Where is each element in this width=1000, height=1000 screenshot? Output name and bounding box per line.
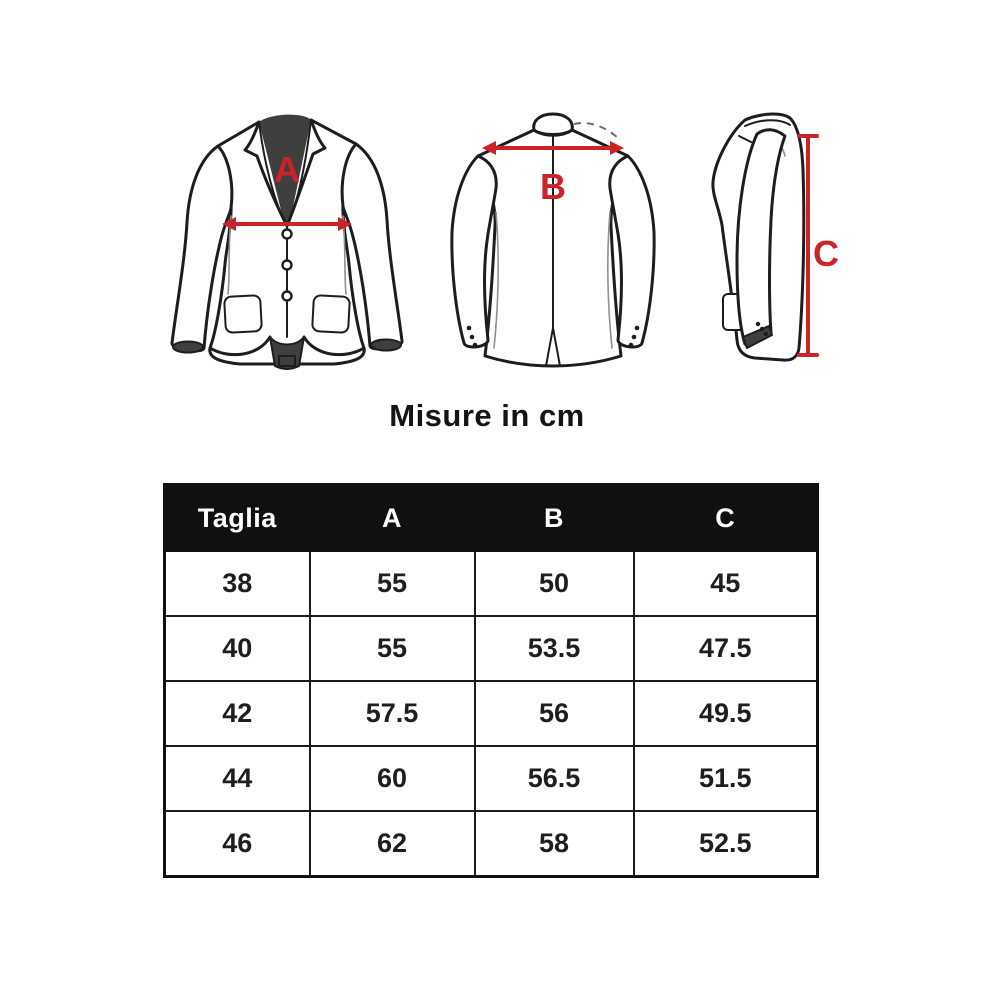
side-cuff-button (760, 327, 764, 331)
front-view-illustration (158, 100, 418, 395)
cell-measure-c: 49.5 (634, 681, 818, 746)
cell-measure-a: 55 (310, 551, 475, 616)
cell-measure-c: 45 (634, 551, 818, 616)
cell-size: 40 (165, 616, 310, 681)
cell-measure-c: 52.5 (634, 811, 818, 877)
column-header-a: A (310, 485, 475, 552)
back-right-cuff-button (629, 343, 634, 348)
table-row-size-38 (165, 551, 818, 616)
front-hem-tab (279, 356, 295, 366)
table-row-size-40 (165, 616, 818, 681)
cell-measure-b: 53.5 (475, 616, 634, 681)
back-left-cuff-button (467, 326, 472, 331)
table-row-size-44 (165, 746, 818, 811)
cell-measure-b: 56 (475, 681, 634, 746)
right-cuff-opening (371, 340, 401, 351)
cell-measure-b: 58 (475, 811, 634, 877)
front-button-1 (283, 230, 292, 239)
jacket-back-drawing (438, 100, 688, 395)
cell-size: 44 (165, 746, 310, 811)
cell-size: 38 (165, 551, 310, 616)
cell-measure-b: 50 (475, 551, 634, 616)
jacket-side-drawing (695, 100, 885, 395)
measure-letter-b: B (540, 166, 566, 207)
side-cuff-button (756, 322, 760, 326)
back-right-cuff-button (635, 326, 640, 331)
side-cuff-button (764, 332, 768, 336)
front-button-3 (283, 292, 292, 301)
cell-measure-c: 47.5 (634, 616, 818, 681)
column-header-c: C (634, 485, 818, 552)
cell-measure-a: 60 (310, 746, 475, 811)
left-cuff-opening (173, 342, 203, 353)
page-title: Misure in cm (389, 398, 585, 433)
cell-measure-b: 56.5 (475, 746, 634, 811)
cell-measure-a: 57.5 (310, 681, 475, 746)
side-view-illustration (695, 100, 885, 395)
back-right-cuff-button (632, 335, 637, 340)
cell-size: 46 (165, 811, 310, 877)
cell-measure-a: 55 (310, 616, 475, 681)
size-table (163, 483, 819, 878)
back-view-illustration (438, 100, 688, 395)
measure-letter-c: C (813, 233, 839, 274)
column-header-b: B (475, 485, 634, 552)
back-left-cuff-button (473, 343, 478, 348)
jacket-front-drawing (158, 100, 418, 395)
column-header-taglia: Taglia (165, 485, 310, 552)
measure-letter-a: A (274, 149, 300, 190)
size-table-header-row (165, 485, 818, 552)
front-button-2 (283, 261, 292, 270)
cell-measure-c: 51.5 (634, 746, 818, 811)
back-collar (534, 114, 573, 135)
table-row-size-46 (165, 811, 818, 877)
right-pocket (312, 295, 350, 333)
left-pocket (224, 295, 262, 333)
cell-size: 42 (165, 681, 310, 746)
back-left-cuff-button (470, 335, 475, 340)
table-row-size-42 (165, 681, 818, 746)
cell-measure-a: 62 (310, 811, 475, 877)
